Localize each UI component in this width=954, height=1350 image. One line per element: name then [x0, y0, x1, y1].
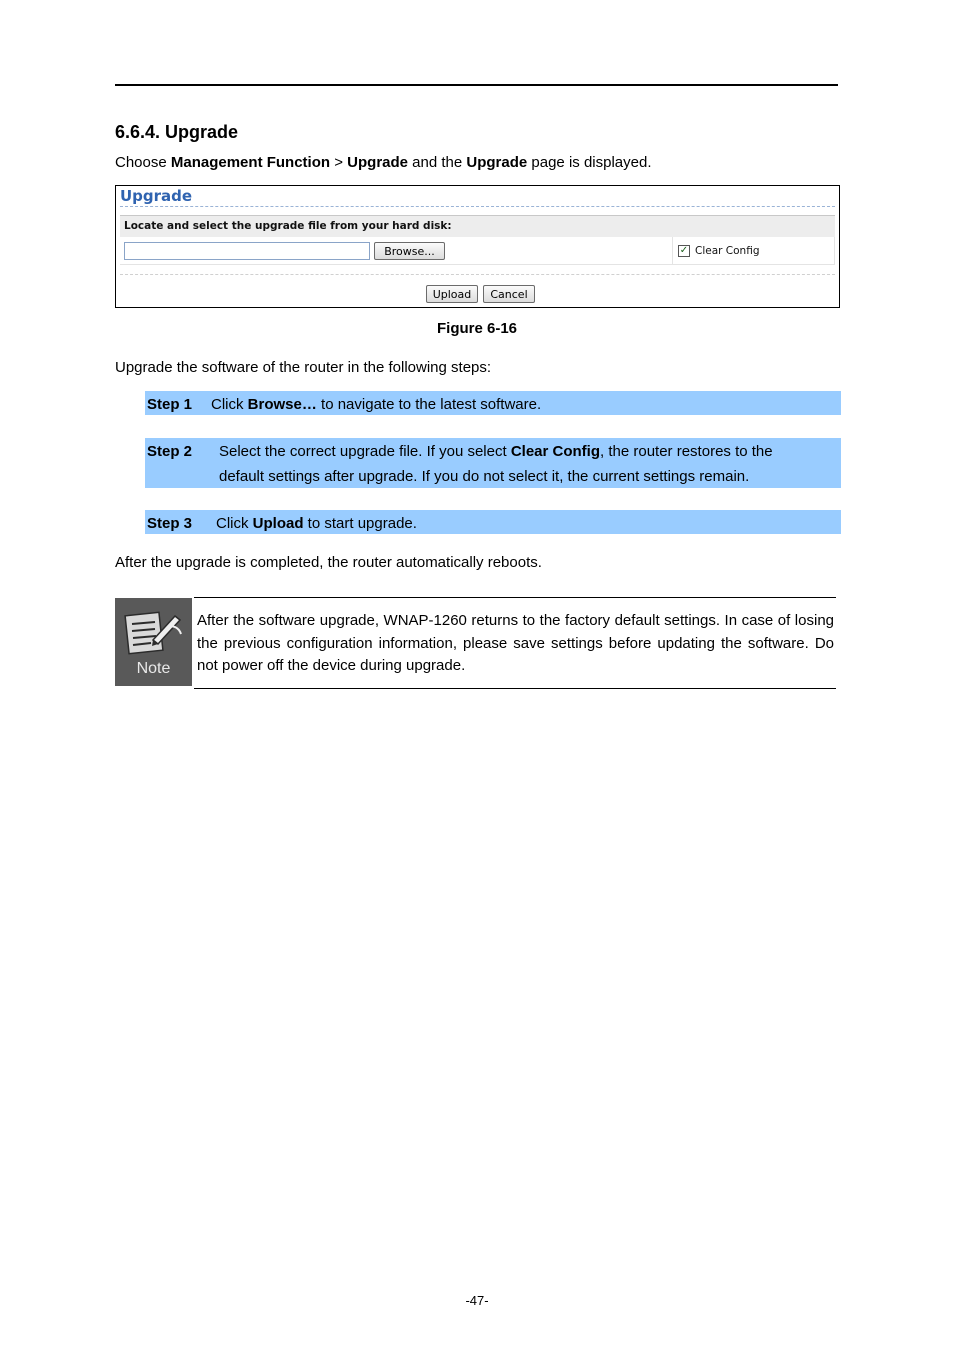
step-1 [145, 391, 841, 415]
step-text-line2: default settings after upgrade. If you do not select it, the current settings remain. [219, 468, 750, 485]
cell-divider [672, 237, 673, 264]
cancel-button[interactable]: Cancel [483, 285, 535, 303]
note-top-rule [194, 597, 836, 598]
clear-config-label: Clear Config [695, 245, 760, 257]
steps-intro: Upgrade the software of the router in the following steps: [115, 359, 492, 376]
figure-caption: Figure 6-16 [436, 320, 518, 337]
panel-header-bar [120, 215, 835, 237]
note-text: After the software upgrade, WNAP-1260 returns to the factory default settings. In case of losing the previous configuration information, please save settings before updating the software. Do not power off the device during upgrade. [197, 612, 834, 674]
step-text: Click Upload to start upgrade. [216, 515, 417, 532]
note-icon-label: Note [136, 660, 171, 677]
upgrade-panel-screenshot [115, 185, 840, 308]
step-text: Select the correct upgrade file. If you select Clear Config, the router restores to the [219, 443, 773, 460]
browse-button[interactable]: Browse... [374, 242, 445, 260]
page-number: -47- [465, 1293, 489, 1308]
file-select-row [120, 237, 835, 265]
panel-bottom-divider [120, 274, 835, 275]
note-bottom-rule [194, 688, 836, 689]
upload-button[interactable]: Upload [426, 285, 478, 303]
after-upgrade-text: After the upgrade is completed, the router automatically reboots. [115, 554, 542, 571]
clear-config-checkbox[interactable]: ✓ [679, 245, 689, 256]
panel-title: Upgrade [120, 187, 193, 205]
step-label: Step 2 [147, 443, 193, 460]
intro-paragraph: Choose Management Function > Upgrade and the Upgrade page is displayed. [115, 154, 652, 171]
section-heading: 6.6.4. Upgrade [115, 122, 239, 142]
step-text: Click Browse… to navigate to the latest software. [211, 396, 542, 413]
note-icon [115, 598, 192, 686]
panel-title-divider [120, 206, 835, 207]
step-3 [145, 510, 841, 534]
header-rule [115, 84, 838, 86]
step-2 [145, 438, 841, 488]
upgrade-file-input[interactable] [124, 242, 370, 260]
notepad-pencil-icon [123, 606, 185, 658]
step-label: Step 3 [147, 515, 193, 532]
panel-header-text: Locate and select the upgrade file from your hard disk: [124, 220, 452, 232]
cell-divider [834, 237, 835, 264]
step-label: Step 1 [147, 396, 193, 413]
